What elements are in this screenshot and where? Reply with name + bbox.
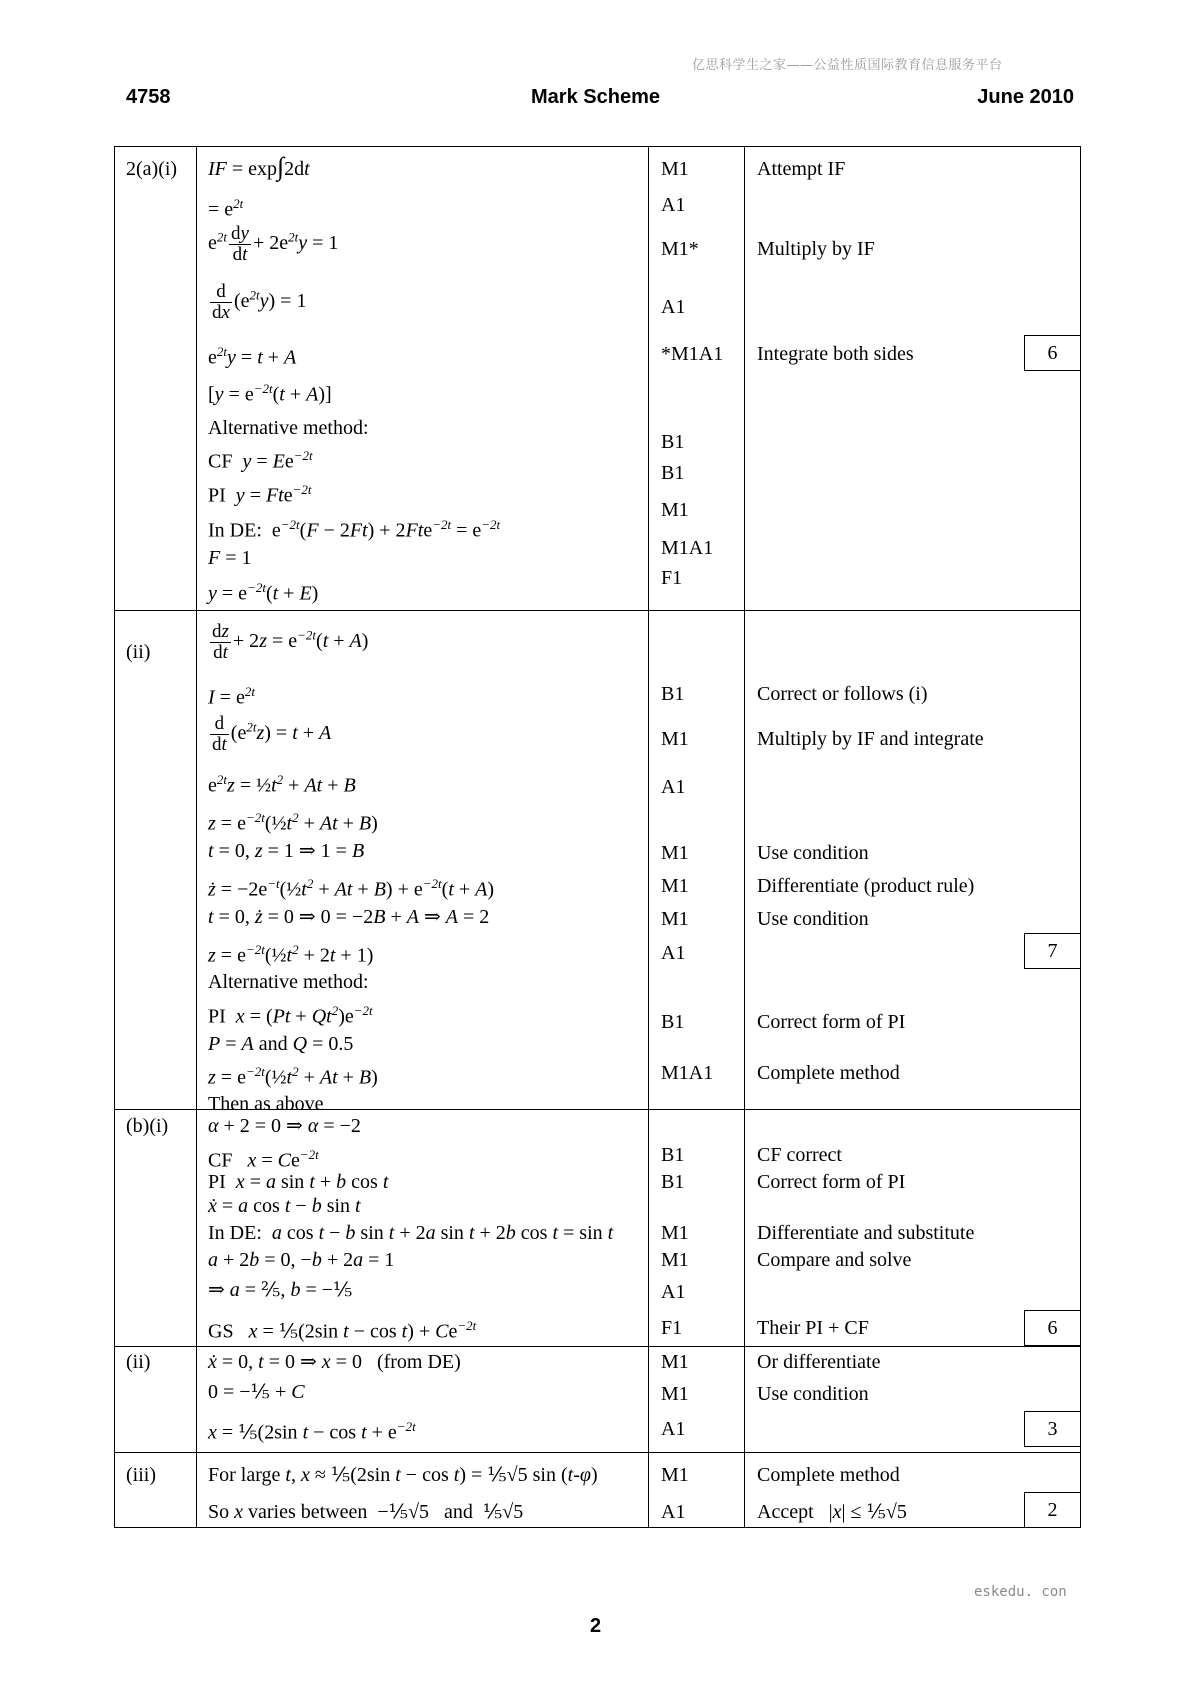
subtotal-box: 2: [1024, 1492, 1081, 1528]
mark-code: B1: [661, 1011, 685, 1033]
working-line: $z = e^{-2t}(\frac{1}{2}t^2 + 2t + 1)$: [208, 942, 374, 967]
mark-code: M1: [661, 158, 689, 180]
question-ref: (ii): [126, 1351, 151, 1373]
working-line: $y = e^{-2t}(t + E)$: [208, 580, 319, 605]
mark-comment: Use condition: [757, 842, 869, 864]
working-line: In DE: a cos t − b sin t + 2a sin t + 2b cos t = sin t: [208, 1222, 614, 1244]
mark-code: M1: [661, 1464, 689, 1486]
question-ref: 2(a)(i): [126, 158, 178, 180]
mark-comment: Multiply by IF and integrate: [757, 728, 984, 750]
exam-date: June 2010: [977, 86, 1074, 108]
mark-comment: Multiply by IF: [757, 238, 875, 260]
working-line: $\frac{d}{dx}$ $(e^{2t}y) = 1$: [212, 281, 307, 323]
column-divider: [196, 146, 197, 1528]
page-number: 2: [589, 1615, 602, 1637]
working-line: In DE: $e^{-2t}(F - 2Ft) + 2Fte^{-2t} = e^{-2t}$: [208, 517, 501, 542]
mark-comment: Use condition: [757, 908, 869, 930]
column-divider: [648, 146, 649, 1528]
row-divider: [114, 1346, 1081, 1347]
working-line: $I = e^{2t}$: [208, 684, 255, 709]
working-line: ẋ = 0, t = 0 ⇒ x = 0 (from DE): [208, 1351, 461, 1373]
paper-code: 4758: [126, 86, 171, 108]
working-line: ⇒ a = ⅖, b = −⅕: [208, 1279, 353, 1301]
mark-code: F1: [661, 567, 683, 589]
working-line: $\frac{d}{dt}$ $(e^{2t}z) = t + A$: [212, 713, 332, 755]
mark-code: M1: [661, 1351, 689, 1373]
working-line: $e^{2t}$ $\frac{dy}{dt}$ + $2e^{2t}y = 1$: [208, 223, 339, 265]
row-divider: [114, 1452, 1081, 1453]
working-line: t = 0, ż = 0 ⇒ 0 = −2B + A ⇒ A = 2: [208, 906, 490, 928]
mark-code: M1: [661, 1249, 689, 1271]
mark-code: A1: [661, 942, 686, 964]
mark-code: M1: [661, 875, 689, 897]
mark-comment: Integrate both sides: [757, 343, 914, 365]
working-line: For large t, x ≈ ⅕(2sin t − cos t) = ⅕√5 sin (t-φ): [208, 1464, 598, 1486]
working-line: CF $x = Ce^{-2t}$: [208, 1147, 319, 1172]
mark-comment: CF correct: [757, 1144, 842, 1166]
mark-code: M1: [661, 908, 689, 930]
mark-code: M1: [661, 1222, 689, 1244]
footer-watermark: eskedu. con: [974, 1584, 1067, 1600]
mark-comment: Correct or follows (i): [757, 683, 928, 705]
working-line: F = 1: [208, 547, 252, 569]
page-title: Mark Scheme: [531, 86, 660, 108]
mark-code: A1: [661, 194, 686, 216]
mark-code: B1: [661, 462, 685, 484]
working-line: So x varies between −⅕√5 and ⅕√5: [208, 1501, 524, 1523]
watermark-text: 亿思科学生之家——公益性质国际教育信息服务平台: [692, 58, 1003, 73]
working-line: ẋ = a cos t − b sin t: [208, 1195, 361, 1217]
mark-code: B1: [661, 683, 685, 705]
working-line: $e^{2t}z$ = $\frac{1}{2}t^2 + At + B$: [208, 772, 356, 797]
working-line: $\frac{dz}{dt}$ + $2z = e^{-2t}(t + A)$: [212, 621, 369, 663]
mark-code: *M1A1: [661, 343, 724, 365]
mark-code: M1*: [661, 238, 699, 260]
subtotal-box: 6: [1024, 335, 1081, 371]
mark-code: A1: [661, 296, 686, 318]
mark-code: M1A1: [661, 537, 714, 559]
working-line: $e^{2t}y = t + A$: [208, 344, 297, 369]
mark-code: A1: [661, 776, 686, 798]
mark-code: A1: [661, 1418, 686, 1440]
mark-code: M1: [661, 1383, 689, 1405]
mark-code: M1: [661, 842, 689, 864]
column-divider: [744, 146, 745, 1528]
working-line: Alternative method:: [208, 417, 369, 439]
working-line: P = A and Q = 0.5: [208, 1033, 354, 1055]
working-line: $z = e^{-2t}(\frac{1}{2}t^2 + At + B)$: [208, 810, 378, 835]
mark-comment: Correct form of PI: [757, 1171, 906, 1193]
mark-code: F1: [661, 1317, 683, 1339]
working-line: = $e^{2t}$: [208, 196, 244, 221]
working-line: a + 2b = 0, −b + 2a = 1: [208, 1249, 395, 1271]
working-line: t = 0, z = 1 ⇒ 1 = B: [208, 840, 365, 862]
working-line: PI x = a sin t + b cos t: [208, 1171, 389, 1193]
mark-comment: Complete method: [757, 1464, 900, 1486]
question-ref: (iii): [126, 1464, 156, 1486]
working-line: PI $x = (Pt + Qt^2)e^{-2t}$: [208, 1003, 373, 1028]
mark-comment: Use condition: [757, 1383, 869, 1405]
working-line: GS x = ⅕(2sin $t - \cos t) + Ce^{-2t}$: [208, 1318, 477, 1343]
mark-code: A1: [661, 1281, 686, 1303]
mark-code: B1: [661, 431, 685, 453]
working-line: Then as above: [208, 1093, 324, 1115]
mark-comment: Correct form of PI: [757, 1011, 906, 1033]
working-line: α + 2 = 0 ⇒ α = −2: [208, 1115, 361, 1137]
working-line: 0 = −⅕ + C: [208, 1381, 305, 1403]
mark-comment: Attempt IF: [757, 158, 846, 180]
subtotal-box: 7: [1024, 933, 1081, 969]
subtotal-box: 6: [1024, 1310, 1081, 1346]
mark-code: M1: [661, 728, 689, 750]
mark-comment: Differentiate (product rule): [757, 875, 975, 897]
mark-comment: Complete method: [757, 1062, 900, 1084]
question-ref: (b)(i): [126, 1115, 169, 1137]
working-line: IF = exp∫2dt: [208, 152, 310, 181]
working-line: PI y = Fte$^{-2t}$: [208, 482, 312, 507]
mark-code: A1: [661, 1501, 686, 1523]
mark-comment: Or differentiate: [757, 1351, 881, 1373]
row-divider: [114, 610, 1081, 611]
working-line: CF $y = Ee^{-2t}$: [208, 448, 313, 473]
working-line: ż = $-2e^{-t}(\frac{1}{2}t^2 + At + B) + e^{-2t}(t + A)$: [208, 876, 495, 901]
subtotal-box: 3: [1024, 1411, 1081, 1447]
mark-comment: Compare and solve: [757, 1249, 912, 1271]
mark-comment: Differentiate and substitute: [757, 1222, 975, 1244]
mark-code: M1: [661, 499, 689, 521]
mark-comment: Their PI + CF: [757, 1317, 869, 1339]
mark-code: M1A1: [661, 1062, 714, 1084]
working-line: x = ⅕(2sin $t - \cos t + e^{-2t}$: [208, 1419, 416, 1444]
mark-comment: Accept |x| ≤ ⅕√5: [757, 1501, 907, 1523]
working-line: $[y = e^{-2t}(t + A)]$: [208, 381, 332, 406]
working-line: Alternative method:: [208, 971, 369, 993]
working-line: $z = e^{-2t}(\frac{1}{2}t^2 + At + B)$: [208, 1064, 378, 1089]
question-ref: (ii): [126, 641, 151, 663]
mark-code: B1: [661, 1144, 685, 1166]
mark-code: B1: [661, 1171, 685, 1193]
